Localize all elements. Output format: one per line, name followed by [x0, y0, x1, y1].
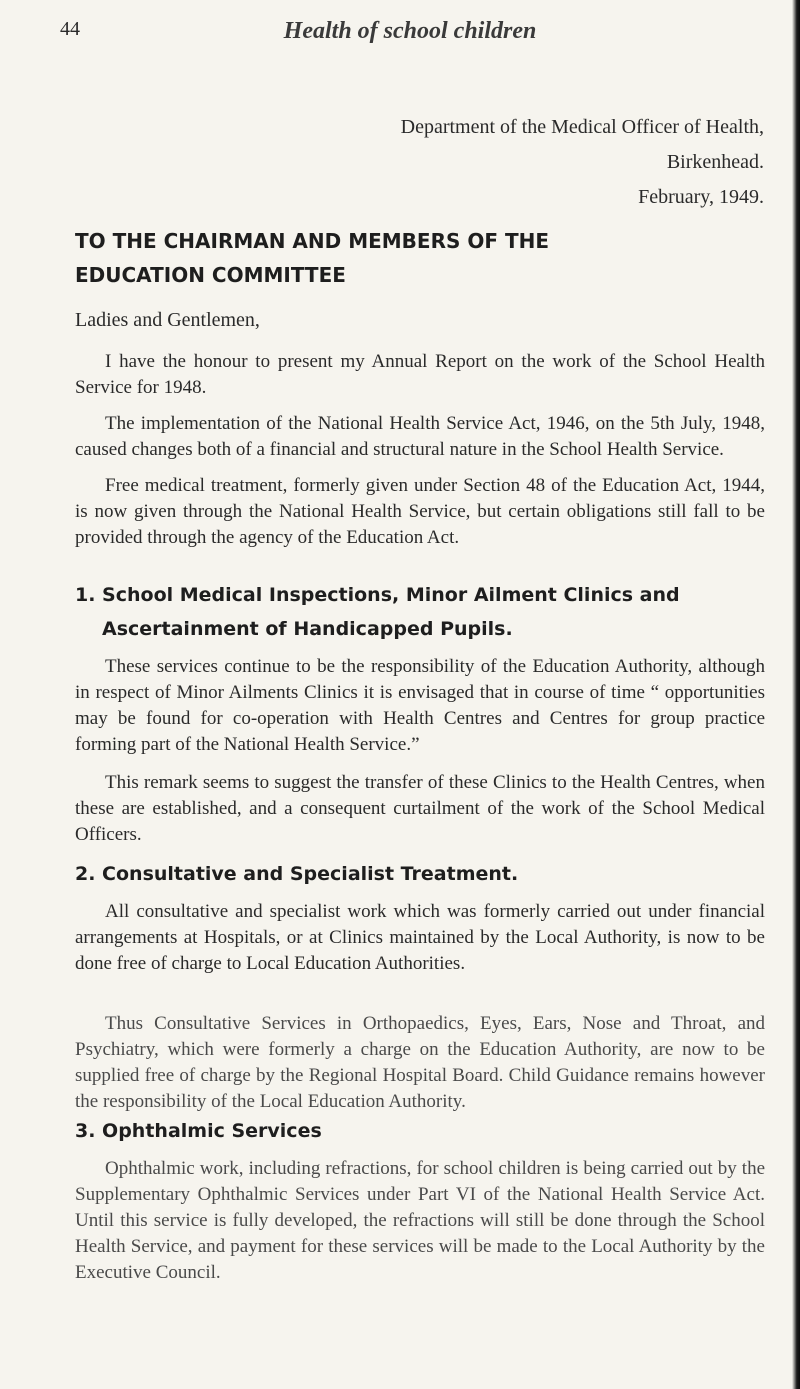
letter-date: February, 1949.	[638, 186, 764, 208]
paragraph: Ophthalmic work, including refractions, for school children is being carried out by the Supplementary Ophthalmic Services under Part VI of the National Health Service Act. Until this service is fully developed, the refractions will still be done through the School Health Service, and payment for these services will be made to the Local Authority by the Executive Council.	[75, 1158, 765, 1283]
section-paragraph	[75, 899, 765, 977]
intro-paragraph	[75, 349, 765, 401]
section-heading-line: 2. Consultative and Specialist Treatment.	[75, 863, 519, 885]
intro-paragraph	[75, 411, 765, 463]
sender-address-line: Department of the Medical Officer of Health,	[400, 116, 764, 138]
addressee-line: TO THE CHAIRMAN AND MEMBERS OF THE	[75, 229, 550, 253]
section-heading-line: Ascertainment of Handicapped Pupils.	[102, 618, 513, 640]
paragraph: All consultative and specialist work which was formerly carried out under financial arrangements at Hospitals, or at Clinics maintained by the Local Authority, is now to be done free of charge to Local Education Authorities.	[75, 901, 765, 974]
running-title: Health of school children	[283, 18, 537, 44]
section-paragraph	[75, 1156, 765, 1286]
section-paragraph	[75, 770, 765, 848]
paragraph: Thus Consultative Services in Orthopaedics, Eyes, Ears, Nose and Throat, and Psychiatry, which were formerly a charge on the Education Authority, are now to be supplied free of charge by the Regional Hospital Board. Child Guidance remains however the responsibility of the Local Education Authority.	[75, 1013, 765, 1112]
intro-paragraph	[75, 473, 765, 551]
page-edge-shadow	[792, 0, 800, 1389]
addressee	[75, 224, 775, 292]
section-heading	[75, 857, 765, 891]
sender-address-line: Birkenhead.	[666, 151, 764, 173]
section-heading	[75, 578, 765, 646]
section-heading-line: 1. School Medical Inspections, Minor Ailment Clinics and	[75, 584, 680, 606]
paragraph: The implementation of the National Health Service Act, 1946, on the 5th July, 1948, caused changes both of a financial and structural nature in the School Health Service.	[75, 413, 765, 460]
paragraph: Free medical treatment, formerly given under Section 48 of the Education Act, 1944, is now given through the National Health Service, but certain obligations still fall to be provided through the agency of the Education Act.	[75, 475, 765, 548]
paragraph: This remark seems to suggest the transfer of these Clinics to the Health Centres, when these are established, and a consequent curtailment of the work of the School Medical Officers.	[75, 772, 765, 845]
paragraph: I have the honour to present my Annual Report on the work of the School Health Service for 1948.	[75, 351, 765, 398]
greeting: Ladies and Gentlemen,	[75, 309, 260, 331]
section-paragraph	[75, 1011, 765, 1115]
section-heading	[75, 1114, 765, 1148]
page-header	[60, 18, 760, 58]
page-number: 44	[60, 18, 80, 40]
section-heading-line: 3. Ophthalmic Services	[75, 1120, 322, 1142]
addressee-line: EDUCATION COMMITTEE	[75, 263, 346, 287]
section-paragraph	[75, 654, 765, 758]
paragraph: These services continue to be the responsibility of the Education Authority, although in respect of Minor Ailments Clinics it is envisaged that in course of time “ opportunities may be found for co-operation with Health Centres and Centres for group practice forming part of the National Health Service.”	[75, 656, 765, 755]
